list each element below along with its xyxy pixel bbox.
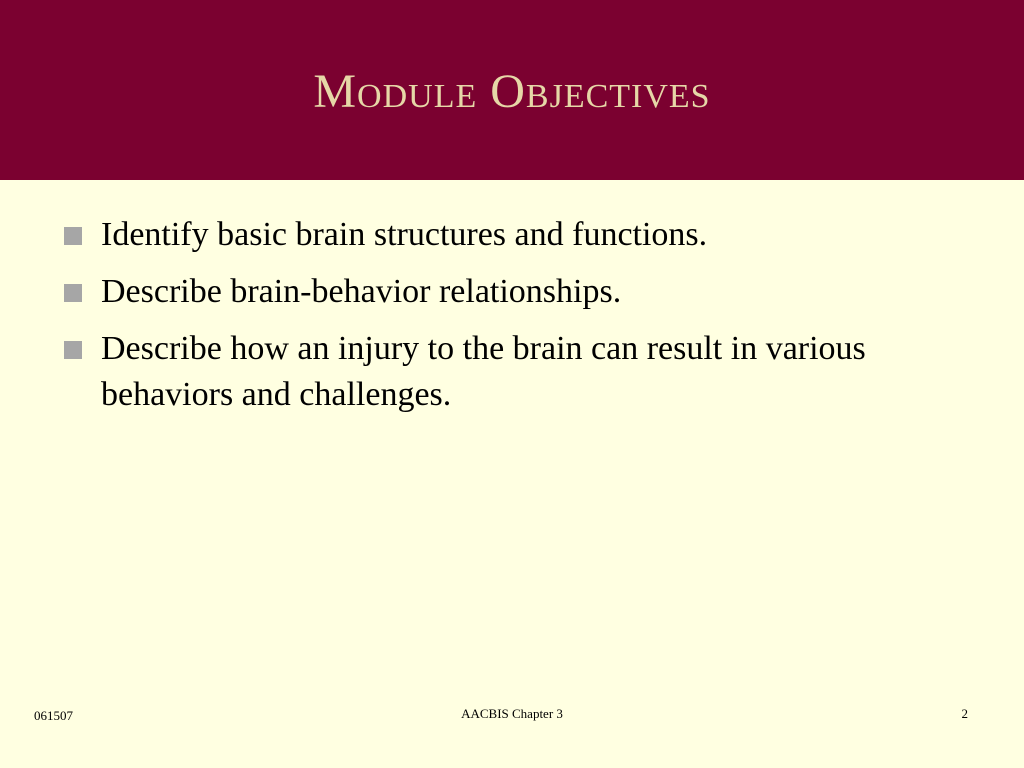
square-bullet-icon bbox=[64, 227, 82, 245]
square-bullet-icon bbox=[64, 341, 82, 359]
slide-title: Module Objectives bbox=[313, 65, 711, 118]
bullet-text: Identify basic brain structures and functions. bbox=[101, 216, 708, 253]
bullet-text: Describe brain-behavior relationships. bbox=[101, 273, 622, 310]
page-number: 2 bbox=[961, 706, 968, 721]
footer-title: AACBIS Chapter 3 bbox=[461, 706, 563, 721]
bullet-item bbox=[64, 269, 964, 315]
square-bullet-icon bbox=[64, 284, 82, 302]
bullet-text: Describe how an injury to the brain can result in various behaviors and challenges. bbox=[101, 330, 866, 413]
bullet-item bbox=[64, 326, 964, 418]
bullet-list bbox=[64, 212, 964, 429]
bullet-item bbox=[64, 212, 964, 258]
footer-date: 061507 bbox=[34, 708, 73, 723]
